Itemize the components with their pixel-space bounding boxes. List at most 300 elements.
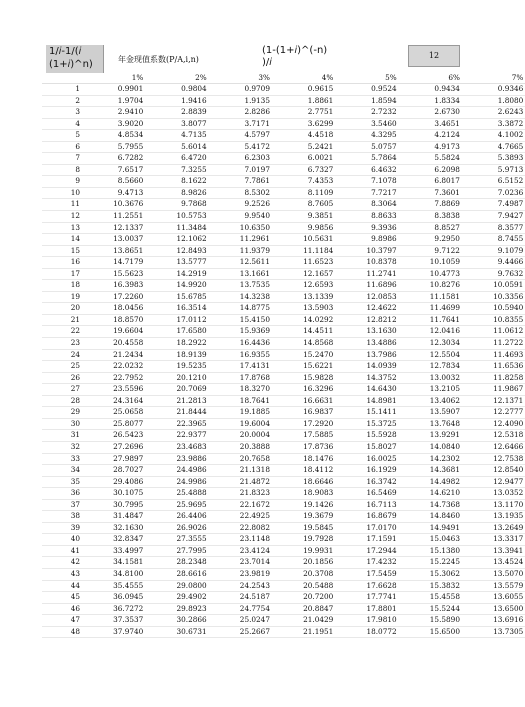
factor-cell[interactable]: 11.2722: [462, 338, 525, 350]
factor-cell[interactable]: 21.2813: [145, 395, 208, 407]
factor-cell[interactable]: 15.2245: [399, 557, 462, 569]
factor-cell[interactable]: 7.7217: [335, 187, 398, 199]
factor-cell[interactable]: 0.9709: [209, 84, 272, 96]
period-cell[interactable]: 24: [42, 349, 82, 361]
factor-cell[interactable]: 13.4886: [335, 338, 398, 350]
factor-cell[interactable]: 17.5459: [335, 568, 398, 580]
period-cell[interactable]: 2: [42, 95, 82, 107]
factor-cell[interactable]: 11.2741: [335, 268, 398, 280]
factor-cell[interactable]: 4.9173: [399, 141, 462, 153]
factor-cell[interactable]: 6.8017: [399, 176, 462, 188]
factor-cell[interactable]: 20.8847: [272, 603, 335, 615]
factor-cell[interactable]: 18.7641: [209, 395, 272, 407]
period-cell[interactable]: 39: [42, 522, 82, 534]
factor-cell[interactable]: 10.5631: [272, 234, 335, 246]
factor-cell[interactable]: 23.9819: [209, 568, 272, 580]
factor-cell[interactable]: 9.3936: [335, 222, 398, 234]
factor-cell[interactable]: 23.4683: [145, 441, 208, 453]
factor-cell[interactable]: 3.8077: [145, 118, 208, 130]
factor-cell[interactable]: 10.3356: [462, 291, 525, 303]
period-cell[interactable]: 35: [42, 476, 82, 488]
factor-cell[interactable]: 10.5940: [462, 303, 525, 315]
factor-cell[interactable]: 23.5596: [82, 384, 145, 396]
formula-cell-left[interactable]: [46, 45, 104, 73]
factor-cell[interactable]: 2.8286: [209, 107, 272, 119]
factor-cell[interactable]: 36.0945: [82, 592, 145, 604]
factor-cell[interactable]: 8.7455: [462, 234, 525, 246]
factor-cell[interactable]: 18.0772: [335, 626, 398, 638]
period-cell[interactable]: 31: [42, 430, 82, 442]
factor-cell[interactable]: 25.8077: [82, 418, 145, 430]
factor-cell[interactable]: 11.9867: [462, 384, 525, 396]
factor-cell[interactable]: 13.7648: [399, 418, 462, 430]
factor-cell[interactable]: 1.9135: [209, 95, 272, 107]
factor-cell[interactable]: 14.2919: [145, 268, 208, 280]
factor-cell[interactable]: 22.7952: [82, 372, 145, 384]
period-cell[interactable]: 7: [42, 153, 82, 165]
factor-cell[interactable]: 11.4693: [462, 349, 525, 361]
factor-cell[interactable]: 17.6580: [145, 326, 208, 338]
factor-cell[interactable]: 13.1170: [462, 499, 525, 511]
factor-cell[interactable]: 29.0800: [145, 580, 208, 592]
factor-cell[interactable]: 36.7272: [82, 603, 145, 615]
factor-cell[interactable]: 19.1885: [209, 407, 272, 419]
factor-cell[interactable]: 7.4987: [462, 199, 525, 211]
factor-cell[interactable]: 5.5824: [399, 153, 462, 165]
factor-cell[interactable]: 13.4524: [462, 557, 525, 569]
factor-cell[interactable]: 15.5623: [82, 268, 145, 280]
factor-cell[interactable]: 16.9355: [209, 349, 272, 361]
period-cell[interactable]: 41: [42, 545, 82, 557]
period-cell[interactable]: 4: [42, 118, 82, 130]
factor-cell[interactable]: 21.0429: [272, 615, 335, 627]
period-cell[interactable]: 17: [42, 268, 82, 280]
factor-cell[interactable]: 4.5797: [209, 130, 272, 142]
factor-cell[interactable]: 0.9901: [82, 84, 145, 96]
factor-cell[interactable]: 24.3164: [82, 395, 145, 407]
factor-cell[interactable]: 3.7171: [209, 118, 272, 130]
factor-cell[interactable]: 23.4124: [209, 545, 272, 557]
factor-cell[interactable]: 13.1661: [209, 268, 272, 280]
factor-cell[interactable]: 4.7665: [462, 141, 525, 153]
factor-cell[interactable]: 9.2950: [399, 234, 462, 246]
factor-cell[interactable]: 21.2434: [82, 349, 145, 361]
factor-cell[interactable]: 11.1184: [272, 245, 335, 257]
factor-cell[interactable]: 22.9377: [145, 430, 208, 442]
factor-cell[interactable]: 28.7027: [82, 465, 145, 477]
factor-cell[interactable]: 1.8594: [335, 95, 398, 107]
factor-cell[interactable]: 1.8334: [399, 95, 462, 107]
factor-cell[interactable]: 15.5890: [399, 615, 462, 627]
factor-cell[interactable]: 10.0591: [462, 280, 525, 292]
factor-cell[interactable]: 9.3851: [272, 211, 335, 223]
factor-cell[interactable]: 12.6593: [272, 280, 335, 292]
factor-cell[interactable]: 26.4406: [145, 511, 208, 523]
factor-cell[interactable]: 7.6517: [82, 164, 145, 176]
factor-cell[interactable]: 30.7995: [82, 499, 145, 511]
factor-cell[interactable]: 17.2260: [82, 291, 145, 303]
period-cell[interactable]: 12: [42, 211, 82, 223]
factor-cell[interactable]: 19.7928: [272, 534, 335, 546]
factor-cell[interactable]: 2.6730: [399, 107, 462, 119]
factor-cell[interactable]: 27.9897: [82, 453, 145, 465]
factor-cell[interactable]: 12.8540: [462, 465, 525, 477]
period-cell[interactable]: 40: [42, 534, 82, 546]
factor-cell[interactable]: 16.3983: [82, 280, 145, 292]
factor-cell[interactable]: 11.1581: [399, 291, 462, 303]
factor-cell[interactable]: 34.1581: [82, 557, 145, 569]
factor-cell[interactable]: 18.3270: [209, 384, 272, 396]
factor-cell[interactable]: 15.6221: [272, 361, 335, 373]
factor-cell[interactable]: 22.0232: [82, 361, 145, 373]
factor-cell[interactable]: 6.7282: [82, 153, 145, 165]
period-cell[interactable]: 36: [42, 488, 82, 500]
factor-cell[interactable]: 27.7995: [145, 545, 208, 557]
factor-cell[interactable]: 17.0170: [335, 522, 398, 534]
period-cell[interactable]: 21: [42, 314, 82, 326]
factor-cell[interactable]: 17.9810: [335, 615, 398, 627]
period-cell[interactable]: 16: [42, 257, 82, 269]
factor-cell[interactable]: 17.4232: [335, 557, 398, 569]
factor-cell[interactable]: 27.3555: [145, 534, 208, 546]
factor-cell[interactable]: 11.7641: [399, 314, 462, 326]
factor-cell[interactable]: 34.8100: [82, 568, 145, 580]
factor-cell[interactable]: 10.3797: [335, 245, 398, 257]
factor-cell[interactable]: 13.0037: [82, 234, 145, 246]
factor-cell[interactable]: 16.0025: [335, 453, 398, 465]
factor-cell[interactable]: 13.0352: [462, 488, 525, 500]
factor-cell[interactable]: 14.8568: [272, 338, 335, 350]
factor-cell[interactable]: 15.1411: [335, 407, 398, 419]
factor-cell[interactable]: 18.0456: [82, 303, 145, 315]
factor-cell[interactable]: 14.3752: [335, 372, 398, 384]
factor-cell[interactable]: 15.2470: [272, 349, 335, 361]
period-cell[interactable]: 15: [42, 245, 82, 257]
factor-cell[interactable]: 13.2105: [399, 384, 462, 396]
factor-cell[interactable]: 6.0021: [272, 153, 335, 165]
factor-cell[interactable]: 17.8768: [209, 372, 272, 384]
factor-cell[interactable]: 13.0032: [399, 372, 462, 384]
factor-cell[interactable]: 4.1002: [462, 130, 525, 142]
factor-cell[interactable]: 5.6014: [145, 141, 208, 153]
factor-cell[interactable]: 20.7069: [145, 384, 208, 396]
factor-cell[interactable]: 8.8527: [399, 222, 462, 234]
period-cell[interactable]: 27: [42, 384, 82, 396]
factor-cell[interactable]: 17.7741: [335, 592, 398, 604]
factor-cell[interactable]: 21.4872: [209, 476, 272, 488]
factor-cell[interactable]: 17.6628: [335, 580, 398, 592]
factor-cell[interactable]: 8.7605: [272, 199, 335, 211]
factor-cell[interactable]: 26.5423: [82, 430, 145, 442]
factor-cell[interactable]: 5.7955: [82, 141, 145, 153]
factor-cell[interactable]: 17.0112: [145, 314, 208, 326]
period-cell[interactable]: 11: [42, 199, 82, 211]
factor-cell[interactable]: 5.7864: [335, 153, 398, 165]
factor-cell[interactable]: 4.3295: [335, 130, 398, 142]
factor-cell[interactable]: 6.4720: [145, 153, 208, 165]
factor-cell[interactable]: 9.7122: [399, 245, 462, 257]
factor-cell[interactable]: 5.4172: [209, 141, 272, 153]
factor-cell[interactable]: 15.9828: [272, 372, 335, 384]
factor-cell[interactable]: 10.3676: [82, 199, 145, 211]
factor-cell[interactable]: 9.4713: [82, 187, 145, 199]
factor-cell[interactable]: 9.7868: [145, 199, 208, 211]
period-cell[interactable]: 22: [42, 326, 82, 338]
factor-cell[interactable]: 13.1935: [462, 511, 525, 523]
factor-cell[interactable]: 0.9804: [145, 84, 208, 96]
factor-cell[interactable]: 14.9920: [145, 280, 208, 292]
factor-cell[interactable]: 13.5777: [145, 257, 208, 269]
factor-cell[interactable]: 15.9369: [209, 326, 272, 338]
factor-cell[interactable]: 25.9695: [145, 499, 208, 511]
factor-cell[interactable]: 13.5070: [462, 568, 525, 580]
factor-cell[interactable]: 10.6350: [209, 222, 272, 234]
factor-cell[interactable]: 27.2696: [82, 441, 145, 453]
factor-cell[interactable]: 0.9346: [462, 84, 525, 96]
factor-cell[interactable]: 11.6896: [335, 280, 398, 292]
period-cell[interactable]: 9: [42, 176, 82, 188]
factor-cell[interactable]: 37.9740: [82, 626, 145, 638]
factor-cell[interactable]: 13.5579: [462, 580, 525, 592]
factor-cell[interactable]: 10.8378: [335, 257, 398, 269]
factor-cell[interactable]: 21.8323: [209, 488, 272, 500]
factor-cell[interactable]: 18.8570: [82, 314, 145, 326]
factor-cell[interactable]: 13.8651: [82, 245, 145, 257]
factor-cell[interactable]: 18.9139: [145, 349, 208, 361]
factor-cell[interactable]: 16.4436: [209, 338, 272, 350]
factor-cell[interactable]: 19.5845: [272, 522, 335, 534]
factor-cell[interactable]: 29.4086: [82, 476, 145, 488]
factor-cell[interactable]: 19.6604: [82, 326, 145, 338]
factor-cell[interactable]: 4.8534: [82, 130, 145, 142]
factor-cell[interactable]: 3.5460: [335, 118, 398, 130]
period-cell[interactable]: 47: [42, 615, 82, 627]
factor-cell[interactable]: 1.8861: [272, 95, 335, 107]
factor-cell[interactable]: 13.2649: [462, 522, 525, 534]
factor-cell[interactable]: 15.1380: [399, 545, 462, 557]
factor-cell[interactable]: 14.6430: [335, 384, 398, 396]
factor-cell[interactable]: 17.2920: [272, 418, 335, 430]
factor-cell[interactable]: 3.4651: [399, 118, 462, 130]
factor-cell[interactable]: 13.9291: [399, 430, 462, 442]
factor-cell[interactable]: 17.5885: [272, 430, 335, 442]
factor-cell[interactable]: 12.5318: [462, 430, 525, 442]
factor-cell[interactable]: 20.3708: [272, 568, 335, 580]
period-cell[interactable]: 13: [42, 222, 82, 234]
factor-cell[interactable]: 6.4632: [335, 164, 398, 176]
factor-cell[interactable]: 13.7535: [209, 280, 272, 292]
factor-cell[interactable]: 12.1062: [145, 234, 208, 246]
factor-cell[interactable]: 12.7834: [399, 361, 462, 373]
factor-cell[interactable]: 20.7200: [272, 592, 335, 604]
factor-cell[interactable]: 15.4150: [209, 314, 272, 326]
factor-cell[interactable]: 16.3296: [272, 384, 335, 396]
factor-cell[interactable]: 20.0004: [209, 430, 272, 442]
period-cell[interactable]: 5: [42, 130, 82, 142]
factor-cell[interactable]: 29.4902: [145, 592, 208, 604]
period-cell[interactable]: 26: [42, 372, 82, 384]
factor-cell[interactable]: 15.0463: [399, 534, 462, 546]
factor-cell[interactable]: 11.6536: [462, 361, 525, 373]
factor-cell[interactable]: 16.5469: [335, 488, 398, 500]
factor-cell[interactable]: 8.8633: [335, 211, 398, 223]
factor-cell[interactable]: 19.1426: [272, 499, 335, 511]
period-cell[interactable]: 10: [42, 187, 82, 199]
period-cell[interactable]: 42: [42, 557, 82, 569]
factor-cell[interactable]: 32.1630: [82, 522, 145, 534]
factor-cell[interactable]: 9.7632: [462, 268, 525, 280]
factor-cell[interactable]: 16.7113: [335, 499, 398, 511]
factor-cell[interactable]: 23.7014: [209, 557, 272, 569]
factor-cell[interactable]: 11.9379: [209, 245, 272, 257]
factor-cell[interactable]: 1.8080: [462, 95, 525, 107]
factor-cell[interactable]: 12.2777: [462, 407, 525, 419]
factor-cell[interactable]: 15.5928: [335, 430, 398, 442]
factor-cell[interactable]: 1.9704: [82, 95, 145, 107]
factor-cell[interactable]: 22.4925: [209, 511, 272, 523]
factor-cell[interactable]: 0.9615: [272, 84, 335, 96]
period-cell[interactable]: 28: [42, 395, 82, 407]
factor-cell[interactable]: 11.2551: [82, 211, 145, 223]
factor-cell[interactable]: 12.1371: [462, 395, 525, 407]
factor-cell[interactable]: 2.6243: [462, 107, 525, 119]
factor-cell[interactable]: 18.9083: [272, 488, 335, 500]
factor-cell[interactable]: 7.1078: [335, 176, 398, 188]
factor-cell[interactable]: 12.1657: [272, 268, 335, 280]
period-cell[interactable]: 44: [42, 580, 82, 592]
factor-cell[interactable]: 20.7658: [209, 453, 272, 465]
factor-cell[interactable]: 8.3838: [399, 211, 462, 223]
factor-cell[interactable]: 11.0612: [462, 326, 525, 338]
factor-cell[interactable]: 6.2098: [399, 164, 462, 176]
factor-cell[interactable]: 14.7179: [82, 257, 145, 269]
period-cell[interactable]: 8: [42, 164, 82, 176]
factor-cell[interactable]: 6.5152: [462, 176, 525, 188]
factor-cell[interactable]: 18.2922: [145, 338, 208, 350]
factor-cell[interactable]: 14.6210: [399, 488, 462, 500]
factor-cell[interactable]: 25.0247: [209, 615, 272, 627]
factor-cell[interactable]: 7.0236: [462, 187, 525, 199]
factor-cell[interactable]: 9.1079: [462, 245, 525, 257]
factor-cell[interactable]: 5.9713: [462, 164, 525, 176]
factor-cell[interactable]: 11.3484: [145, 222, 208, 234]
factor-cell[interactable]: 1.9416: [145, 95, 208, 107]
factor-cell[interactable]: 15.8027: [335, 441, 398, 453]
factor-cell[interactable]: 16.8679: [335, 511, 398, 523]
factor-cell[interactable]: 4.4518: [272, 130, 335, 142]
factor-cell[interactable]: 21.1951: [272, 626, 335, 638]
factor-cell[interactable]: 14.8775: [209, 303, 272, 315]
factor-cell[interactable]: 24.2543: [209, 580, 272, 592]
factor-cell[interactable]: 13.7986: [335, 349, 398, 361]
factor-cell[interactable]: 6.2303: [209, 153, 272, 165]
factor-cell[interactable]: 13.3317: [462, 534, 525, 546]
factor-cell[interactable]: 12.5504: [399, 349, 462, 361]
factor-cell[interactable]: 9.2526: [209, 199, 272, 211]
factor-cell[interactable]: 8.3577: [462, 222, 525, 234]
factor-cell[interactable]: 13.4062: [399, 395, 462, 407]
factor-cell[interactable]: 3.6299: [272, 118, 335, 130]
factor-cell[interactable]: 14.8981: [335, 395, 398, 407]
factor-cell[interactable]: 31.4847: [82, 511, 145, 523]
factor-cell[interactable]: 7.8869: [399, 199, 462, 211]
factor-cell[interactable]: 8.1109: [272, 187, 335, 199]
factor-cell[interactable]: 14.4511: [272, 326, 335, 338]
factor-cell[interactable]: 15.5244: [399, 603, 462, 615]
factor-cell[interactable]: 15.3832: [399, 580, 462, 592]
factor-cell[interactable]: 26.9026: [145, 522, 208, 534]
factor-cell[interactable]: 15.6785: [145, 291, 208, 303]
period-cell[interactable]: 46: [42, 603, 82, 615]
factor-cell[interactable]: 18.1476: [272, 453, 335, 465]
factor-cell[interactable]: 12.4090: [462, 418, 525, 430]
factor-cell[interactable]: 8.3064: [335, 199, 398, 211]
factor-cell[interactable]: 12.8493: [145, 245, 208, 257]
factor-cell[interactable]: 20.3888: [209, 441, 272, 453]
factor-cell[interactable]: 10.8276: [399, 280, 462, 292]
factor-cell[interactable]: 12.1337: [82, 222, 145, 234]
factor-cell[interactable]: 13.1630: [335, 326, 398, 338]
factor-cell[interactable]: 28.6616: [145, 568, 208, 580]
factor-cell[interactable]: 10.8355: [462, 314, 525, 326]
factor-cell[interactable]: 24.7754: [209, 603, 272, 615]
period-cell[interactable]: 3: [42, 107, 82, 119]
factor-cell[interactable]: 30.6731: [145, 626, 208, 638]
factor-cell[interactable]: 5.3893: [462, 153, 525, 165]
factor-cell[interactable]: 7.9427: [462, 211, 525, 223]
period-cell[interactable]: 14: [42, 234, 82, 246]
factor-cell[interactable]: 8.5302: [209, 187, 272, 199]
factor-cell[interactable]: 16.9837: [272, 407, 335, 419]
factor-cell[interactable]: 12.9477: [462, 476, 525, 488]
factor-cell[interactable]: 7.4353: [272, 176, 335, 188]
factor-cell[interactable]: 9.4466: [462, 257, 525, 269]
period-cell[interactable]: 45: [42, 592, 82, 604]
factor-cell[interactable]: 14.0292: [272, 314, 335, 326]
factor-cell[interactable]: 30.1075: [82, 488, 145, 500]
factor-cell[interactable]: 13.1339: [272, 291, 335, 303]
factor-cell[interactable]: 3.9020: [82, 118, 145, 130]
factor-cell[interactable]: 7.0197: [209, 164, 272, 176]
factor-cell[interactable]: 25.2667: [209, 626, 272, 638]
factor-cell[interactable]: 24.5187: [209, 592, 272, 604]
period-cell[interactable]: 43: [42, 568, 82, 580]
factor-cell[interactable]: 17.4131: [209, 361, 272, 373]
factor-cell[interactable]: 10.4773: [399, 268, 462, 280]
factor-cell[interactable]: 14.2302: [399, 453, 462, 465]
factor-cell[interactable]: 15.3062: [399, 568, 462, 580]
factor-cell[interactable]: 21.8444: [145, 407, 208, 419]
period-cell[interactable]: 33: [42, 453, 82, 465]
factor-cell[interactable]: 11.8258: [462, 372, 525, 384]
factor-cell[interactable]: 12.0853: [335, 291, 398, 303]
period-cell[interactable]: 32: [42, 441, 82, 453]
period-cell[interactable]: 25: [42, 361, 82, 373]
factor-cell[interactable]: 23.1148: [209, 534, 272, 546]
formula-cell-right[interactable]: [262, 45, 327, 69]
factor-cell[interactable]: 20.4558: [82, 338, 145, 350]
factor-cell[interactable]: 10.1059: [399, 257, 462, 269]
factor-cell[interactable]: 12.5611: [209, 257, 272, 269]
factor-cell[interactable]: 17.8736: [272, 441, 335, 453]
factor-cell[interactable]: 4.2124: [399, 130, 462, 142]
factor-cell[interactable]: 5.0757: [335, 141, 398, 153]
factor-cell[interactable]: 2.9410: [82, 107, 145, 119]
factor-cell[interactable]: 10.5753: [145, 211, 208, 223]
factor-cell[interactable]: 3.3872: [462, 118, 525, 130]
factor-cell[interactable]: 7.7861: [209, 176, 272, 188]
factor-cell[interactable]: 11.2961: [209, 234, 272, 246]
